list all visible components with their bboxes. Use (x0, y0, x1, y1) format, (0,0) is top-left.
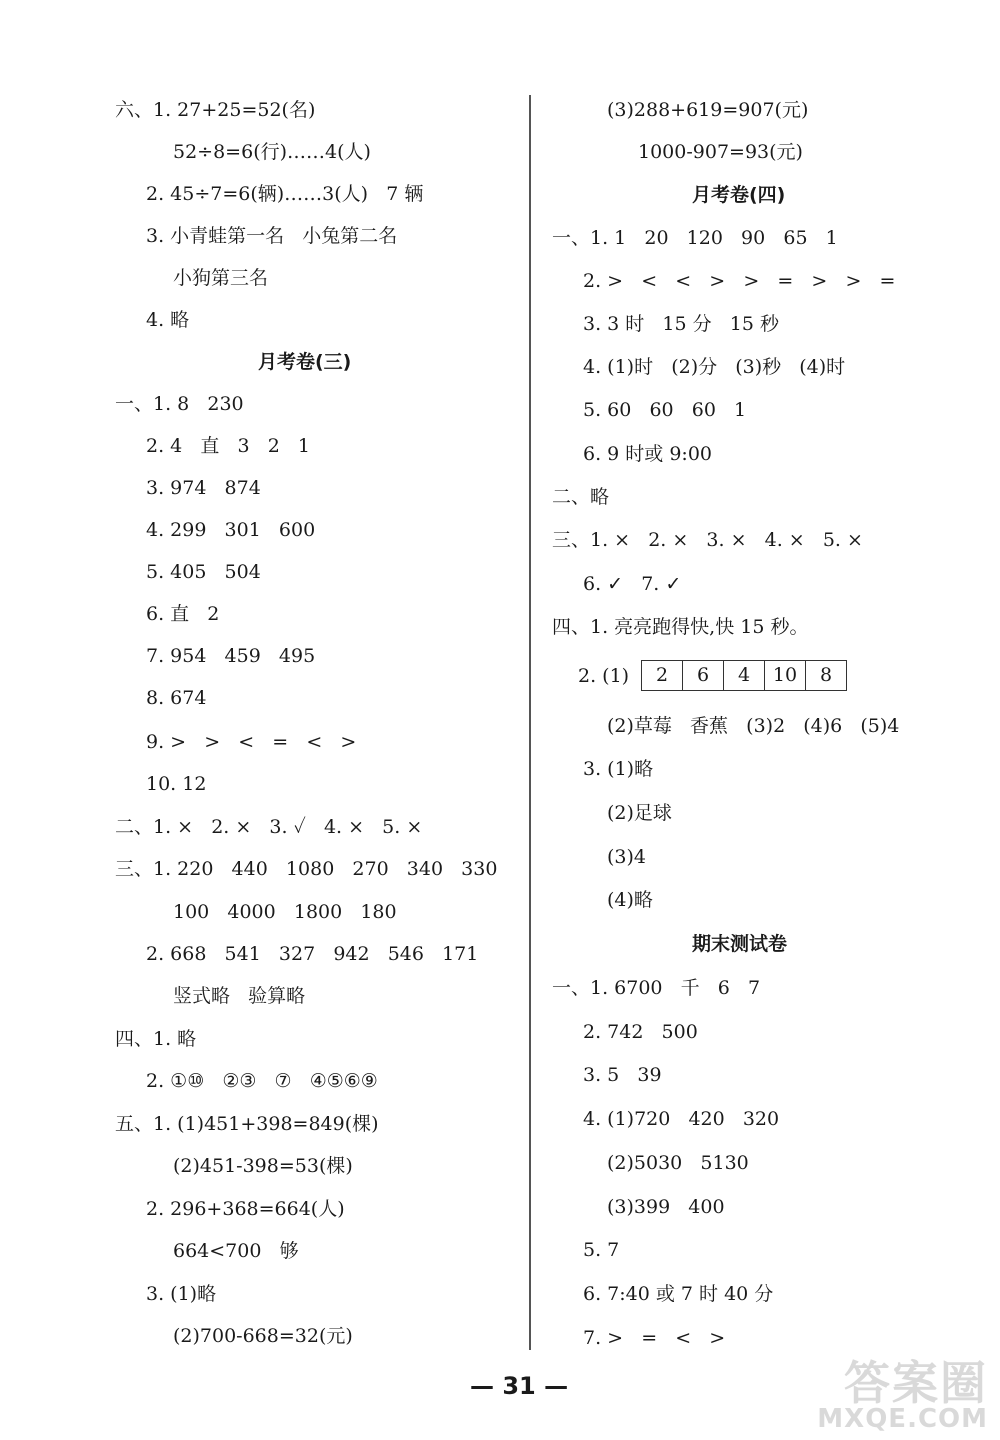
answer-line: 二、1. × 2. × 3. ✓ 4. × 5. × (115, 816, 423, 838)
answer-line: 6. 7:40 或 7 时 40 分 (583, 1283, 774, 1305)
answer-line: (4)略 (607, 889, 653, 911)
answer-line: 7. > = < > (583, 1327, 726, 1349)
answer-line: 9. > > < = < > (146, 731, 357, 753)
answer-line: 3. 5 39 (583, 1064, 662, 1086)
answer-line: 一、1. 8 230 (115, 393, 244, 415)
answer-line: 一、1. 6700 千 6 7 (552, 977, 761, 999)
answer-line: 2. ①⑩ ②③ ⑦ ④⑤⑥⑨ (146, 1070, 378, 1092)
section-heading: 月考卷(四) (692, 184, 786, 206)
column-divider (529, 95, 531, 1350)
answer-line: 二、略 (552, 486, 610, 508)
answer-line: 4. (1)720 420 320 (583, 1108, 780, 1130)
answer-line: 1000-907=93(元) (638, 141, 803, 163)
answer-line: (3)4 (607, 846, 647, 868)
answer-line: 7. 954 459 495 (146, 645, 316, 667)
answer-line: 6. 9 时或 9:00 (583, 443, 713, 465)
section-heading: 期末测试卷 (692, 933, 788, 955)
answer-line: (2)足球 (607, 802, 672, 824)
answer-line: (2)草莓 香蕉 (3)2 (4)6 (5)4 (607, 715, 900, 737)
answer-line: 3. (1)略 (146, 1283, 217, 1305)
answer-line: 2. 742 500 (583, 1021, 698, 1043)
answer-line: 10. 12 (146, 773, 207, 795)
watermark-url: MXQE.COM (817, 1404, 988, 1434)
answer-line: 一、1. 1 20 120 90 65 1 (552, 227, 838, 249)
answer-line: (2)451-398=53(棵) (173, 1155, 353, 1177)
watermark-logo (817, 1356, 988, 1434)
answer-line: 竖式略 验算略 (173, 985, 306, 1007)
answer-line: (2)700-668=32(元) (173, 1325, 353, 1347)
answer-grid (641, 660, 847, 691)
answer-line: 五、1. (1)451+398=849(棵) (115, 1113, 379, 1135)
answer-line: 2. 296+368=664(人) (146, 1198, 345, 1220)
answer-grid-cell: 2 (642, 661, 683, 690)
answer-line: 三、1. × 2. × 3. × 4. × 5. × (552, 529, 863, 551)
answer-line: 6. ✓ 7. ✓ (583, 573, 682, 595)
answer-line: 5. 60 60 60 1 (583, 399, 747, 421)
watermark-title: 答案圈 (844, 1356, 988, 1410)
answer-line: 4. 299 301 600 (146, 519, 316, 541)
answer-grid-cell: 4 (724, 661, 765, 690)
answer-line: 小狗第三名 (173, 267, 269, 289)
answer-line: 664<700 够 (173, 1240, 299, 1262)
answer-line: 3. 小青蛙第一名 小兔第二名 (146, 225, 398, 247)
section-heading: 月考卷(三) (258, 351, 352, 373)
answer-line: (3)399 400 (607, 1196, 725, 1218)
answer-line: 6. 直 2 (146, 603, 220, 625)
answer-grid-cell: 6 (683, 661, 724, 690)
answer-line: 2. > < < > > = > > = (583, 270, 896, 292)
answer-prefix: 2. (1) (578, 665, 630, 687)
page-number: — 31 — (470, 1372, 569, 1400)
answer-line: (2)5030 5130 (607, 1152, 749, 1174)
answer-line: 2. 4 直 3 2 1 (146, 435, 310, 457)
answer-grid-cell: 10 (765, 661, 806, 690)
answer-line: 3. (1)略 (583, 758, 654, 780)
answer-line: 52÷8=6(行)……4(人) (173, 141, 371, 163)
answer-line: 六、1. 27+25=52(名) (115, 99, 316, 121)
answer-line: 5. 405 504 (146, 561, 261, 583)
answer-line: 三、1. 220 440 1080 270 340 330 (115, 858, 498, 880)
answer-line: 4. (1)时 (2)分 (3)秒 (4)时 (583, 356, 846, 378)
answer-grid-cell: 8 (819, 664, 833, 686)
answer-line: 3. 974 874 (146, 477, 261, 499)
answer-line: 四、1. 亮亮跑得快,快 15 秒。 (552, 616, 809, 638)
answer-line: 四、1. 略 (115, 1028, 197, 1050)
answer-line: 8. 674 (146, 687, 207, 709)
answer-line: 2. 45÷7=6(辆)……3(人) 7 辆 (146, 183, 424, 205)
answer-line: 5. 7 (583, 1239, 620, 1261)
answer-line: (3)288+619=907(元) (607, 99, 809, 121)
answer-line: 100 4000 1800 180 (173, 901, 397, 923)
answer-line: 4. 略 (146, 309, 190, 331)
answer-line: 2. 668 541 327 942 546 171 (146, 943, 479, 965)
answer-line: 3. 3 时 15 分 15 秒 (583, 313, 779, 335)
